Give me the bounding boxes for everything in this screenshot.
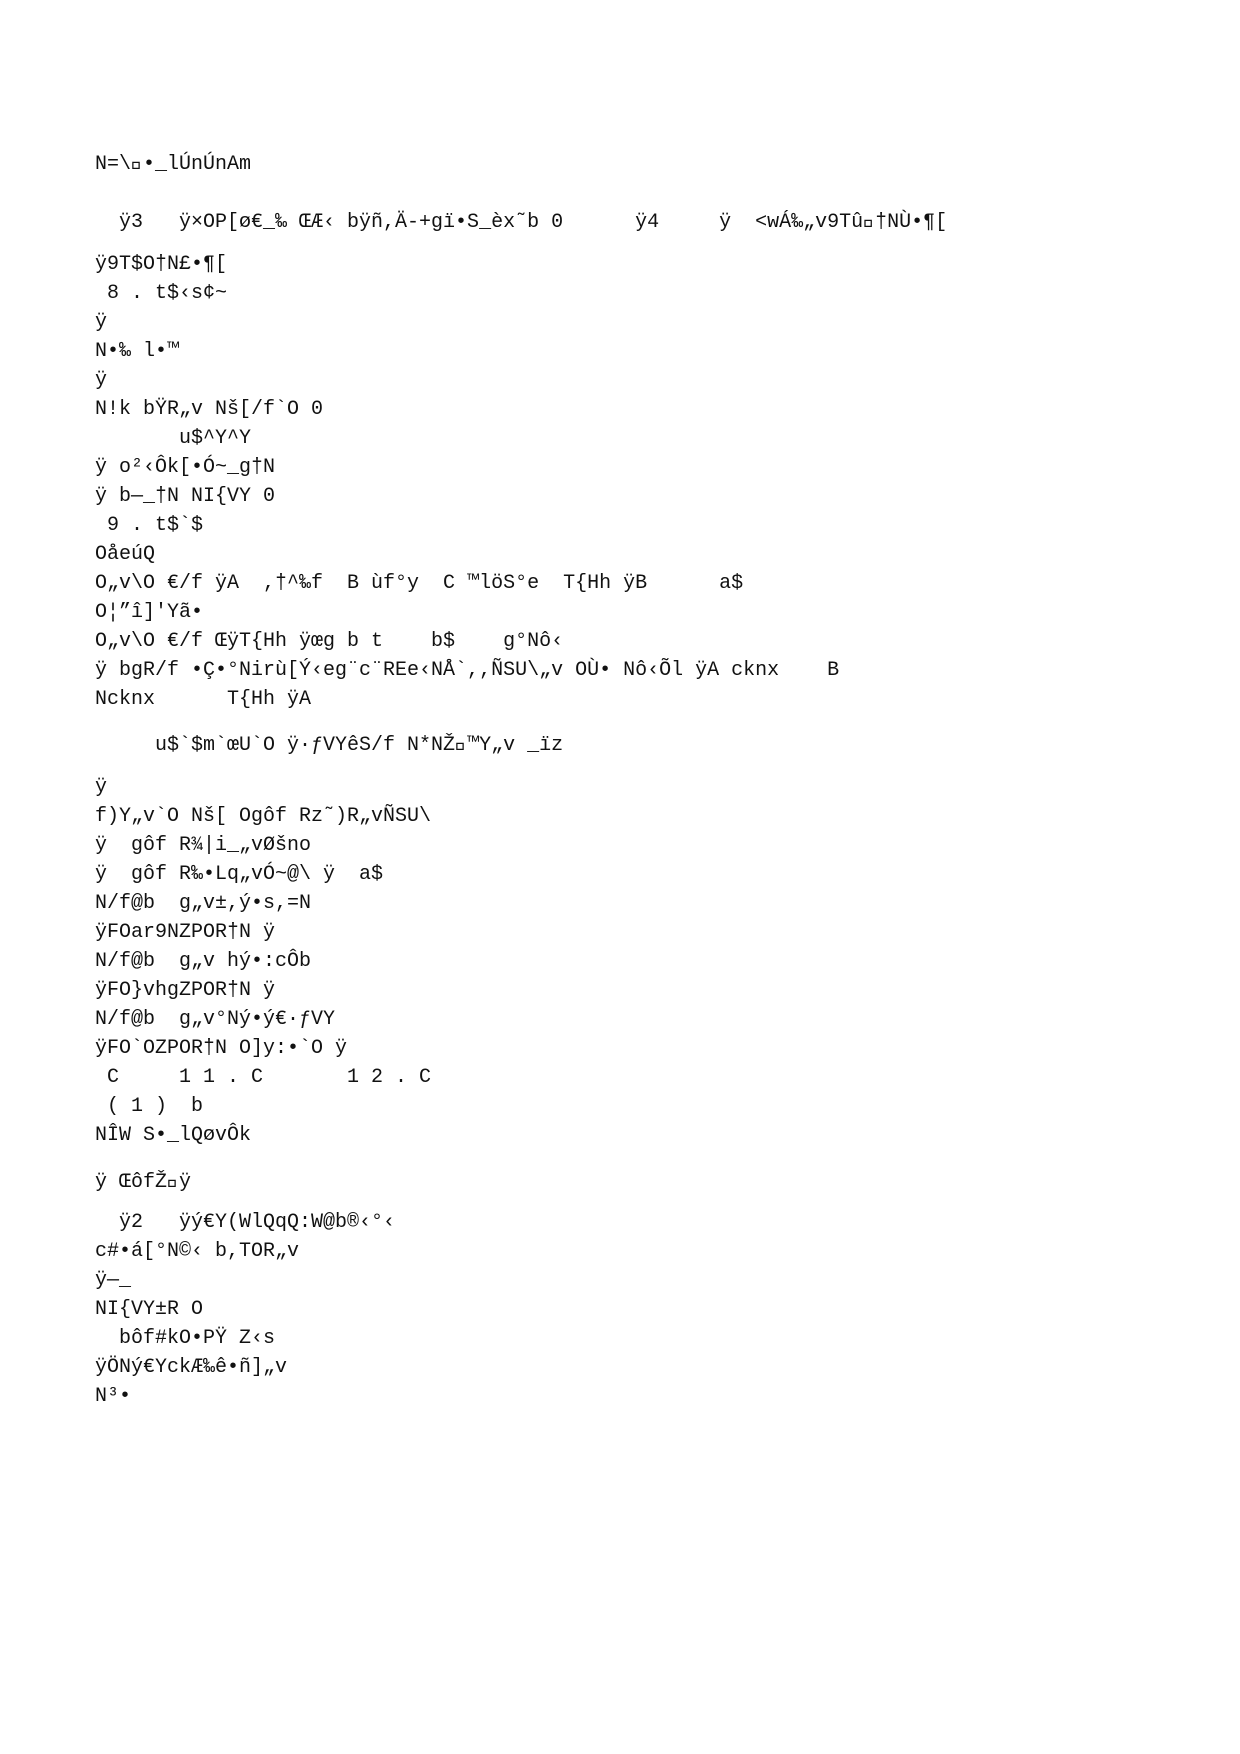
text-line: ÿ ŒôfŽ ÿ (95, 1171, 192, 1194)
text-line: N/f@b g„v hý•:cÔb (95, 950, 312, 973)
text-line: O¦”î]'Yã• (95, 601, 204, 624)
text-line: ÿ o²‹Ôk[•Ó~_g†N (95, 456, 276, 479)
text-line: NÎW S•_lQøvÔk (95, 1124, 252, 1147)
text-line: u$^Y^Y (95, 427, 252, 450)
text-line: ÿFOar9NZPOR†N ÿ (95, 921, 276, 944)
text-line: ÿ gôf R¾|i_„vØšno (95, 834, 312, 857)
text-line: N!k bŸR„v Nš[/f`O 0 (95, 398, 324, 421)
text-line: ÿ (95, 369, 108, 392)
text-line: O„v\O €/f ÿA ,†^‰f B ùf°y C ™löS°e T{Hh ÿB a$ (95, 572, 744, 595)
text-line: bôf#kO•PŸ Z‹s (95, 1327, 276, 1350)
text-line: 9 . t$`$ (95, 514, 204, 537)
text-line: ÿ3 ÿ×OP[ø€_‰ ŒÆ‹ bÿñ,Ä-+gï•S_èx˜b 0 ÿ4 ÿ <wÁ‰„v9Tû †NÙ•¶[ (95, 211, 948, 234)
text-line: ÿFO}vhgZPOR†N ÿ (95, 979, 276, 1002)
text-line: ÿ gôf R‰•Lq„vÓ~@\ ÿ a$ (95, 863, 384, 886)
text-line: Ncknx T{Hh ÿA (95, 688, 312, 711)
text-line: ( 1 ) b (95, 1095, 204, 1118)
text-line: ÿÖNý€YckÆ‰ê•ñ]„v (95, 1356, 288, 1379)
text-line: ÿ2 ÿý€Y(WlQqQ:W@b®‹°‹ (95, 1211, 396, 1234)
text-line: ÿ bgR/f •Ç•°Nirù[Ý‹eg¨c¨REe‹NÅ`,,ÑSU\„v OÙ• Nô‹Õl ÿA cknx B (95, 659, 840, 682)
text-line: ÿFO`OZPOR†N O]y:•`O ÿ (95, 1037, 348, 1060)
text-line: C 1 1 . C 1 2 . C (95, 1066, 432, 1089)
text-line: O„v\O €/f ŒÿT{Hh ÿœg b t b$ g°Nô‹ (95, 630, 564, 653)
text-line: ÿ9T$O†N£•¶[ (95, 253, 228, 276)
text-line: OåeúQ (95, 543, 156, 566)
text-line: ÿ—_ (95, 1269, 132, 1292)
text-line: c#•á[°N©‹ b,TOR„v (95, 1240, 300, 1263)
text-line: N=\ •_lÚnÚnAm (95, 153, 252, 176)
text-line: N/f@b g„v°Ný•ý€·ƒVY (95, 1008, 336, 1031)
text-line: NI{VY±R O (95, 1298, 204, 1321)
text-line: 8 . t$‹s¢~ (95, 282, 228, 305)
text-line: ÿ b—_†N NI{VY 0 (95, 485, 276, 508)
text-line: f)Y„v`O Nš[ Ogôf Rz˜)R„vÑSU\ (95, 805, 432, 828)
text-line: N•‰ l•™ (95, 340, 180, 363)
text-line: ÿ (95, 776, 108, 799)
text-line: u$`$m`œU`O ÿ·ƒVYêS/f N*NŽ ™Y„v _ïz (95, 734, 564, 757)
text-line: ÿ (95, 311, 108, 334)
text-line: N/f@b g„v±,ý•s,=N (95, 892, 312, 915)
text-line: N³• (95, 1385, 132, 1408)
